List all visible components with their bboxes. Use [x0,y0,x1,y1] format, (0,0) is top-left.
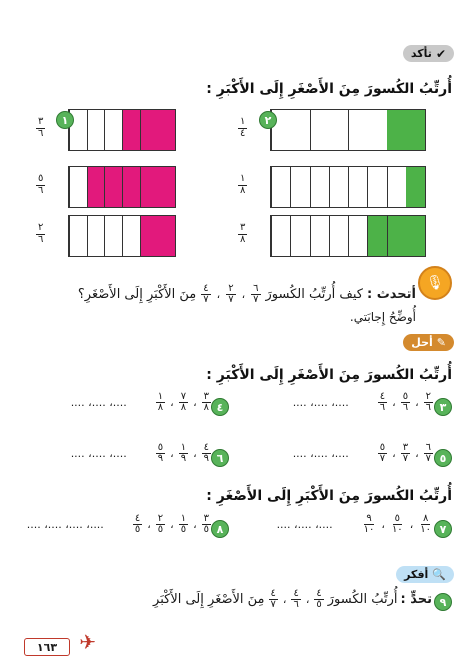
bar-fraction-label: ٣ ٨ [240,222,246,245]
fraction-bar-cell [104,110,122,150]
fraction-bar-cell [290,216,309,256]
bar-fraction-label: ٥ ٦ [38,173,44,196]
exercise-fraction: $\frac{٤}{٩}$ [203,442,209,464]
exercise-fraction: $\frac{٧}{٨}$ [180,391,187,413]
fraction-bar [270,109,426,151]
fraction-bar-cell [271,167,290,207]
fraction-bar-cell [104,167,122,207]
fraction-bar-cell [387,216,406,256]
exercise-fraction: $\frac{١}{٨}$ [157,391,164,413]
challenge-label: تحدٍّ : [400,592,432,607]
fraction-bar-cell [367,167,386,207]
fraction-bar-cell [87,216,105,256]
answer-blank[interactable]: ....، ....، .... [292,396,349,409]
fraction-bar-cell [157,167,175,207]
heading-order-desc: أُرتِّبُ الكُسورَ مِنَ الأَكْبَرِ إِلَى الأَصْغَرِ : [206,488,452,504]
exercise-fraction: $\frac{٦}{٧}$ [425,442,431,464]
talk-fraction-1: $\frac{٦}{٧}$ [253,283,259,305]
exercise-fraction: $\frac{٥}{٧}$ [379,442,386,464]
think-section-label: 🔍 أفكر [396,566,454,583]
fraction-bar-cell [290,167,309,207]
fraction-bar-cell [157,110,175,150]
exercise-row: $\frac{٢}{٦}$ ، $\frac{٥}{٦}$ ، $\frac{٤}{٦}$ ....، ....، .... [292,391,431,413]
exercise-number-badge: ٥ [434,449,452,467]
challenge-fraction-3: $\frac{٤}{٧}$ [270,588,276,610]
fraction-bar [68,215,176,257]
fraction-bar-cell [271,110,310,150]
exercise-fraction: $\frac{٩}{١٠}$ [363,513,375,535]
fraction-bar [270,215,426,257]
exercise-number-badge: ٢ [259,111,277,129]
exercise-fraction: $\frac{٥}{٩}$ [157,442,164,464]
exercise-number-badge: ٨ [211,520,229,538]
answer-blank[interactable]: ....، ....، .... [292,447,349,460]
talk-text-after: مِنَ الأَكْبَرِ إِلَى الأَصْغَرِ؟ [77,287,197,302]
answer-blank[interactable]: ....، ....، .... [276,518,333,531]
fraction-bar-cell [69,167,87,207]
fraction-bar-cell [104,216,122,256]
bar-fraction-label: ٣ ٦ [38,116,44,139]
answer-blank[interactable]: ....، ....، .... [70,396,127,409]
exercise-row: $\frac{٨}{١٠}$ ، $\frac{٥}{١٠}$ ، $\frac{٩}{١٠}$ ....، ....، .... [276,513,431,535]
exercise-fraction: $\frac{٤}{٥}$ [134,513,141,535]
fraction-bar [270,166,426,208]
fraction-bar-cell [140,167,158,207]
fraction-bar-cell [271,216,290,256]
exercise-fraction: $\frac{١}{٥}$ [180,513,187,535]
fraction-bar-cell [348,216,367,256]
exercise-number-badge: ٣ [434,398,452,416]
fraction-bar-cell [310,110,349,150]
answer-blank[interactable]: ....، ....، .... [70,447,127,460]
fraction-bar-cell [140,216,158,256]
fraction-bar-cell [122,167,140,207]
answer-blank[interactable]: ....، ....، ....، .... [26,518,104,531]
talk-label: أتحدث : [366,287,416,302]
fraction-bar-cell [87,110,105,150]
notebook-icon: ✎ [436,336,446,349]
exercise-fraction: $\frac{٥}{١٠}$ [391,513,403,535]
page-number: ١٦٣ [36,640,58,654]
mascot-icon: ✈ [79,630,96,654]
talk-question: أتحدث : كيف أُرتِّبُ الكُسورَ $\frac{٦}{٧}$ ، $\frac{٢}{٧}$ ، $\frac{٤}{٧}$ مِنَ الأَكْبَرِ إِلَى الأَصْغَرِ؟ [77,283,416,305]
practice-section-label: ✎ أحل [403,334,454,351]
fraction-bar-cell [329,167,348,207]
fraction-bar-cell [387,110,426,150]
bar-fraction-label: ٢ ٦ [38,222,44,245]
page-number-box [24,638,70,656]
fraction-bar-cell [140,110,158,150]
fraction-bar-cell [157,216,175,256]
exercise-row: $\frac{٤}{٩}$ ، $\frac{١}{٩}$ ، $\frac{٥}{٩}$ ....، ....، .... [70,442,209,464]
exercise-fraction: $\frac{٢}{٦}$ [425,391,431,413]
exercise-fraction: $\frac{٨}{١٠}$ [420,513,431,535]
talk-fraction-2: $\frac{٢}{٧}$ [228,283,234,305]
fraction-bar-cell [387,167,406,207]
exercise-row: $\frac{٦}{٧}$ ، $\frac{٣}{٧}$ ، $\frac{٥}{٧}$ ....، ....، .... [292,442,431,464]
fraction-bar-cell [329,216,348,256]
fraction-bar-cell [367,216,386,256]
exercise-row: $\frac{٣}{٥}$ ، $\frac{١}{٥}$ ، $\frac{٢}{٥}$ ، $\frac{٤}{٥}$ ....، ....، ....، .... [26,513,209,535]
talk-line-2: أُوضِّحُ إِجابَتي. [349,310,416,324]
talk-fraction-3: $\frac{٤}{٧}$ [203,283,209,305]
check-section-label: ✔ تأكد [403,45,454,62]
magnifier-icon: 🔍 [432,568,446,581]
fraction-bar-cell [122,216,140,256]
fraction-bar-cell [348,110,387,150]
exercise-fraction: $\frac{٥}{٦}$ [402,391,409,413]
exercise-fraction: $\frac{٣}{٧}$ [402,442,409,464]
bar-fraction-label: ١ ٤ [240,116,246,139]
fraction-bar-cell [310,216,329,256]
heading-order-asc: أُرتِّبُ الكُسورَ مِنَ الأَصْغَرِ إِلَى الأَكْبَرِ : [206,81,452,97]
heading-order-asc-2: أُرتِّبُ الكُسورَ مِنَ الأَصْغَرِ إِلَى الأَكْبَرِ : [206,367,452,383]
challenge-number-badge: ٩ [434,593,452,611]
exercise-fraction: $\frac{١}{٩}$ [180,442,187,464]
exercise-number-badge: ٦ [211,449,229,467]
exercise-number-badge: ٧ [434,520,452,538]
checkmark-icon: ✔ [435,46,446,61]
bar-fraction-label: ١ ٨ [240,173,246,196]
exercise-fraction: $\frac{٣}{٥}$ [203,513,209,535]
fraction-bar [68,166,176,208]
fraction-bar-cell [122,110,140,150]
exercise-row: $\frac{٣}{٨}$ ، $\frac{٧}{٨}$ ، $\frac{١}{٨}$ ....، ....، .... [70,391,209,413]
fraction-bar-cell [87,167,105,207]
fraction-bar-cell [406,167,425,207]
challenge-fraction-2: $\frac{٤}{٦}$ [293,588,299,610]
fraction-bar-cell [69,216,87,256]
exercise-number-badge: ١ [56,111,74,129]
exercise-number-badge: ٤ [211,398,229,416]
challenge-fraction-1: $\frac{٤}{٥}$ [316,588,322,610]
challenge-text-after: مِنَ الأَصْغَرِ إِلَى الأَكْبَرِ [153,592,265,607]
fraction-bar [68,109,176,151]
fraction-bar-cell [348,167,367,207]
challenge-text: تحدٍّ : أُرتِّبُ الكُسورَ $\frac{٤}{٥}$ ، $\frac{٤}{٦}$ ، $\frac{٤}{٧}$ مِنَ الأَصْغَرِ إِلَى الأَكْبَرِ [153,588,432,610]
talk-icon: 🎙 [418,266,452,300]
exercise-fraction: $\frac{٣}{٨}$ [203,391,209,413]
fraction-bar-cell [310,167,329,207]
exercise-fraction: $\frac{٤}{٦}$ [379,391,386,413]
talk-text-before: كيف أُرتِّبُ الكُسورَ [265,287,363,302]
fraction-bar-cell [406,216,425,256]
challenge-text-before: أُرتِّبُ الكُسورَ [327,592,398,607]
exercise-fraction: $\frac{٢}{٥}$ [157,513,164,535]
